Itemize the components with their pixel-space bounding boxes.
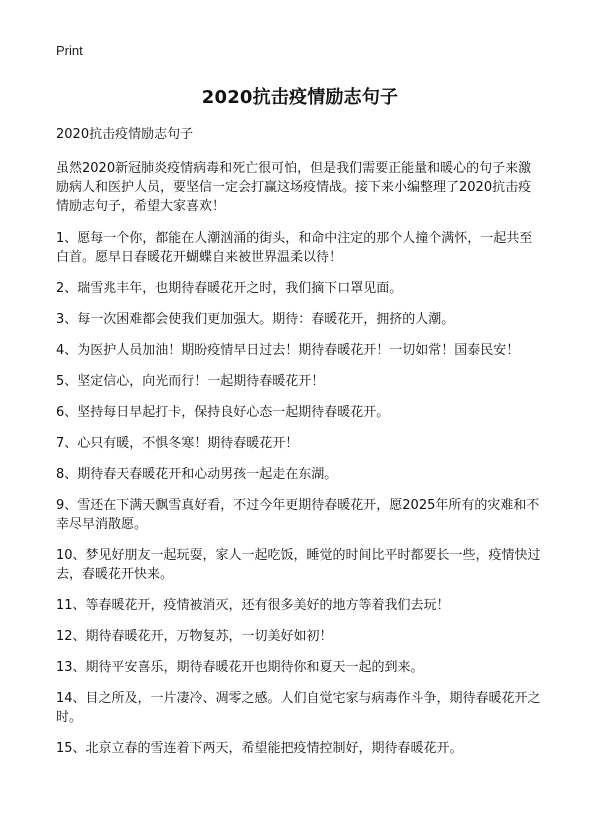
quote-list [56,229,544,758]
list-item: 7、心只有暖，不惧冬寒！期待春暖花开！ [56,436,299,451]
list-item: 9、雪还在下满天飘雪真好看，不过今年更期待春暖花开，愿2025年所有的灾难和不幸尽早消散愿。 [56,498,540,532]
list-item: 1、愿每一个你，都能在人潮汹涌的街头，和命中注定的那个人撞个满怀，一起共至白首。愿早日春暖花开蝴蝶自来被世界温柔以待！ [56,231,533,265]
list-item: 14、目之所及，一片凄冷、凋零之感。人们自觉宅家与病毒作斗争，期待春暖花开之时。 [56,691,541,725]
document-subtitle: 2020抗击疫情励志句子 [56,127,194,142]
list-item: 6、坚持每日早起打卡，保持良好心态一起期待春暖花开。 [56,405,390,420]
page-title: 2020抗击疫情励志句子 [201,87,399,108]
list-item: 2、瑞雪兆丰年，也期待春暖花开之时，我们摘下口罩见面。 [56,281,403,296]
print-link[interactable]: Print [56,43,83,58]
list-item: 12、期待春暖花开，万物复苏，一切美好如初！ [56,629,333,644]
list-item: 5、坚定信心，向光而行！一起期待春暖花开！ [56,374,325,389]
list-item: 13、期待平安喜乐，期待春暖花开也期待你和夏天一起的到来。 [56,660,424,675]
list-item: 15、北京立春的雪连着下两天，希望能把疫情控制好，期待春暖花开。 [56,741,463,756]
list-item: 4、为医护人员加油！期盼疫情早日过去！期待春暖花开！一切如常！国泰民安！ [56,343,520,358]
list-item: 11、等春暖花开，疫情被消灭，还有很多美好的地方等着我们去玩！ [56,598,450,613]
list-item: 8、期待春天春暖花开和心动男孩一起走在东湖。 [56,467,338,482]
list-item: 3、每一次困难都会使我们更加强大。期待：春暖花开，拥挤的人潮。 [56,312,455,327]
list-item: 10、梦见好朋友一起玩耍，家人一起吃饭，睡觉的时间比平时都要长一些，疫情快过去，春暖花开快来。 [56,548,541,582]
intro-paragraph: 虽然2020新冠肺炎疫情病毒和死亡很可怕，但是我们需要正能量和暖心的句子来激励病人和医护人员，要坚信一定会打赢这场疫情战。接下来小编整理了2020抗击疫情励志句子，希望大家喜欢！ [56,161,532,214]
